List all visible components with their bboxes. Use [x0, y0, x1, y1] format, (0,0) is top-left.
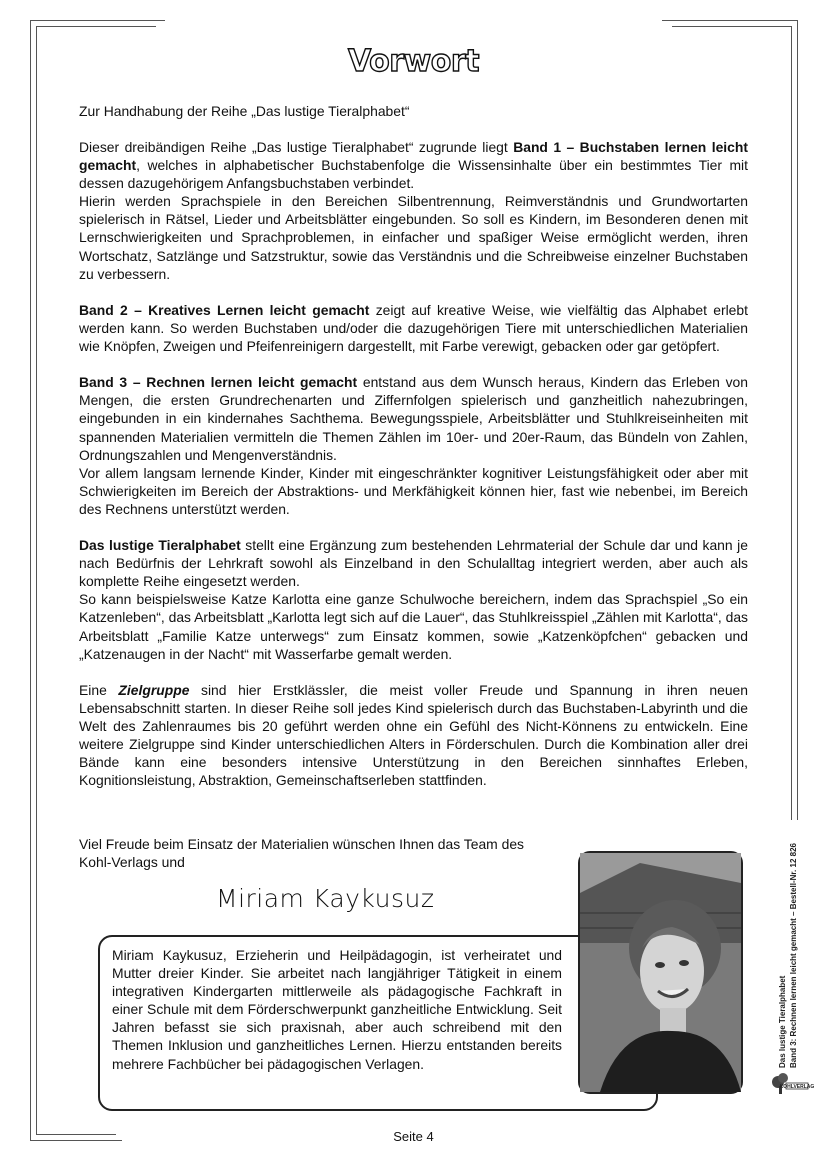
publisher-logo [770, 1072, 815, 1100]
paragraph-text: stellt eine Ergänzung zum bestehenden Lehrmaterial der Schule dar und kann je nach Bedürfnis der Lehrkraft sowohl als Einzelband in den Schulalltag integriert werden, aber auch als komplette Reihe eingesetzt werden. [79, 537, 748, 590]
frame-right-line [797, 20, 798, 820]
author-portrait-image [580, 853, 741, 1092]
frame-top-line [30, 20, 165, 21]
band-2-title: Band 2 – Kreatives Lernen leicht gemacht [79, 301, 370, 318]
paragraph-band-1 [79, 138, 748, 192]
paragraph-band-2 [79, 301, 748, 355]
frame-top-line-inner [36, 26, 156, 27]
paragraph-text: , welches in alphabetischer Buchstabenfolge die Wissensinhalte über ein bestimmtes Tier mit dessen dazugehörigem Anfangsbuchstaben verbindet. [79, 157, 748, 192]
intro-line-block [79, 102, 748, 120]
band-3-title: Band 3 – Rechnen lernen leicht gemacht [79, 374, 358, 391]
closing-text [79, 835, 579, 871]
tree-icon [770, 1072, 815, 1100]
paragraph-text: sind hier Erstklässler, die meist voller Freude und Spannung in ihren neuen Lebensabschnitt starten. In dieser Reihe soll jedes Kind spielerisch durch das Buchstaben-Labyrinth und die Welt des Zahlenraumes bis 20 geführt werden ohne ein Gefühl des Nicht-Könnens zu entwickeln. Eine weitere Zielgruppe sind Kinder unterschiedlichen Alters in Förderschulen. Durch die Kombination aller drei Bände kann eine besonders intensive Unterstützung in den Bereichen sinnhaftes Erleben, Kognitionsleistung, Abstraktion, Gemeinschaftserleben stattfinden. [79, 681, 748, 789]
frame-right-line-inner [791, 26, 792, 820]
paragraph-series-example: So kann beispielsweise Katze Karlotta eine ganze Schulwoche bereichern, indem das Sprachspiel „So ein Katzenleben“, das Arbeitsblatt „Karlotta legt sich auf die Lauer“, das Stuhlkreisspiel „Zählen mit Karlotta“, das Arbeitsblatt „Familie Katze unterwegs“ zum Einsatz kommen, sowie „Katzenköpfchen“ gebacken und „Katzenaugen in der Nacht“ mit Wasserfarbe gemalt werden. [79, 591, 748, 662]
paragraph-band-3-details: Vor allem langsam lernende Kinder, Kinder mit eingeschränkter kognitiver Leistungsfähigkeit oder aber mit Schwierigkeiten im Bereich der Abstraktions- und Merkfähigkeit können hier, fast wie nebenbei, im Bereich des Rechnens unterstützt werden. [79, 464, 748, 517]
frame-top-right-line-inner [672, 26, 791, 27]
paragraph-band-3 [79, 373, 748, 463]
author-photo [578, 851, 743, 1094]
paragraph-text: Dieser dreibändigen Reihe „Das lustige Tieralphabet“ zugrunde liegt [79, 139, 514, 155]
sidebar-order-info: Band 3: Rechnen lernen leicht gemacht – Bestell-Nr. 12 826 [789, 843, 798, 1068]
paragraph-target-group [79, 681, 748, 790]
logo-text: KOHLVERLAG [779, 1084, 815, 1090]
author-bio: Miriam Kaykusuz, Erzieherin und Heilpädagogin, ist verheiratet und Mutter dreier Kinder. Sie arbeitet nach langjähriger Tätigkeit in einem integrativen Kindergarten mittlerweile als pädagogische Fachkraft in einer Schule mit dem Förderschwerpunkt ganzheitliche Entwicklung. Seit Jahren befasst sie sich praxisnah, aber auch schreibend mit den Themen Inklusion und ganzheitliches Lernen. Hierzu entstanden bereits mehrere Fachbücher bei pädagogischen Verlagen. [112, 947, 562, 1072]
sidebar-series-info [777, 828, 803, 1068]
main-text [79, 138, 748, 789]
paragraph-band-1-details: Hierin werden Sprachspiele in den Bereichen Silbentrennung, Reimverständnis und Grundwortarten spielerisch in Rätsel, Lieder und Arbeitsblätter eingebunden. So soll es Kindern, im Besonderen denen mit Lernschwierigkeiten und Sprachproblemen, in einfacher und spaßiger Weise ermöglicht werden, ihren Wortschatz, Satzlänge und Satzstruktur, sowie das Verständnis und die Schreibweise einzelner Buchstaben zu verbessern. [79, 193, 748, 282]
paragraph-series [79, 536, 748, 590]
paragraph-text: zeigt auf kreative Weise, wie vielfältig das Alphabet erlebt werden kann. So werden Buchstaben und/oder die dazugehörigen Tiere mit unterschiedlichen Materialien wie Knöpfen, Zweigen und Pfeifenreinigern dargestellt, mit Farbe verewigt, gebacken oder gar getöpfert. [79, 301, 748, 355]
frame-left-line-inner [36, 26, 37, 1134]
page-title: Vorwort [348, 44, 479, 79]
band-1-title: Band 1 – Buchstaben lernen leicht gemacht [79, 139, 748, 174]
paragraph-text: entstand aus dem Wunsch heraus, Kindern das Erleben von Mengen, die ersten Grundrechenarten und Ziffernfolgen spielerisch und ganzheitlich nahezubringen, eingebunden in ein kindernahes Sachthema. Bewegungsspiele, Arbeitsblätter und Stuhlkreiseinheiten mit spannenden Materialien vermitteln die Themen Zählen im 10er- und 20er-Raum, das Bündeln von Zahlen, Ordnungszahlen und Mengenverständnis. [79, 374, 748, 463]
frame-left-line [30, 20, 31, 1140]
intro-line: Zur Handhabung der Reihe „Das lustige Tieralphabet“ [79, 103, 410, 119]
paragraph-text: Eine [79, 681, 119, 698]
sidebar-series-title: Das lustige Tieralphabet [778, 975, 787, 1068]
closing-line-2: Kohl-Verlags und [79, 854, 185, 871]
series-title: Das lustige Tieralphabet [79, 537, 241, 554]
closing-line-1: Viel Freude beim Einsatz der Materialien wünschen Ihnen das Team des [79, 836, 525, 852]
frame-top-right-line [662, 20, 797, 21]
page-number: Seite 4 [393, 1129, 434, 1144]
author-signature: Miriam Kaykusuz [216, 884, 435, 913]
target-group-term: Zielgruppe [118, 681, 190, 698]
